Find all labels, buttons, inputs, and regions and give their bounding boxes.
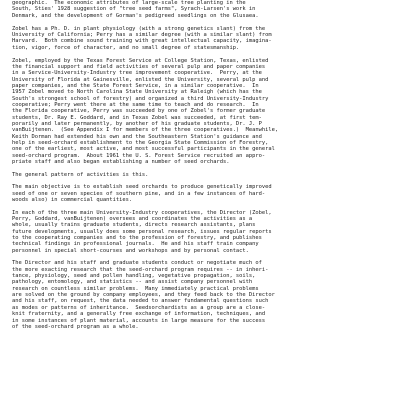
paragraph-pattern: The general pattern of activities is this. bbox=[12, 171, 149, 178]
paragraph-cooperatives: Zobel, employed by the Texas Forest Service at College Station, Texas, enlisted the financial support and field activities of several pulp and paper companies in a Service-University-Industry tree improvement cooperative. Perry, at the University of Florida at Gainesville, enlisted the University, several pulp and paper companies, and the State Forest Service, in a similar cooperative. In 1957 Zobel moved to North Carolina State University at Raleigh (which has the South's strongest school of forestry) and organized a third University-Industry cooperative; Perry went there at the same time to teach and do research. In the Florida cooperative, Perry was succeeded by one of Zobel's former graduate students, Dr. Ray E. Goddard, and in Texas Zobel was succeeded, at first tem- porarily and later permanently, by another of his graduate students, Dr. J. P vanBuijtenen. (See Appendix I for members of the three cooperatives.) Meanwhile, Keith Dorman had extended his own and the Southeastern Station's guidance and help in seed-orchard establishment to the Georgia State Commission of Forestry, one of the earliest, most active, and most successful participants in the general seed-orchard program. About 1961 the U. S. Forest Service recruited an appro- priate staff and also began establishing a number of seed orchards. bbox=[12, 57, 279, 166]
paragraph-credentials: Zobel has a Ph. D. in plant physiology (with a strong genetics slant) from the University of California; Perry has a similar degree (with a similar slant) from Harvard. Both combine sound training with great intellectual capacity, imagina- tion, vigor, force of character, and no small degree of statesmanship. bbox=[12, 25, 272, 51]
paragraph-gap bbox=[12, 51, 394, 58]
paragraph-gap bbox=[12, 19, 394, 26]
paragraph-history: geographic. The economic attributes of large-scale tree planting in the South, Sties' 1928 suggestion of "tree seed farms", Syrach-Larsen's work in Denmark, and the development of Gorman's pedigreed seedlings on the Glusaea. bbox=[12, 0, 259, 19]
paragraph-objective: The main objective is to establish seed orchards to produce genetically improved seed of one or seven species of southern pine, and in a few instances of hard- woods also) in commercial quantities. bbox=[12, 184, 272, 204]
paragraph-research: The Director and his staff and graduate students conduct or negotiate much of the more exacting research that the seed-orchard program requires -- in inheri- tance, physiology, seed and pollen handling, vegetative propagation, soils, pathology, entomology, and statistics -- and assist company personnel with research on countless similar problems. Many immediately practical problems are solved on the ground by company employees, and they feed back to the Director and his staff, on request, the data needed to answer fundamental questions such as modes or patterns of inheritance. Seedsorchardists as a group are a close- knit fraternity, and a generally free exchange of information, techniques, and in some instances of plant material, accounts in large measure for the success of the seed-orchard program as a whole. bbox=[12, 260, 275, 330]
paragraph-director-role: In each of the three main University-Industry cooperatives, the Director (Zobel, Perry, Goddard, vanBuijtenen) oversees and coordinates the activities as a whole, usually trains graduate students, directs research assistants, plans future developments, usually does some personal research, issues regular reports to the cooperating companies and to the profession of forestry, and publishes technical findings in professional journals. He and his staff train company personnel in special short-courses and workshops and by personal contact. bbox=[12, 209, 272, 254]
